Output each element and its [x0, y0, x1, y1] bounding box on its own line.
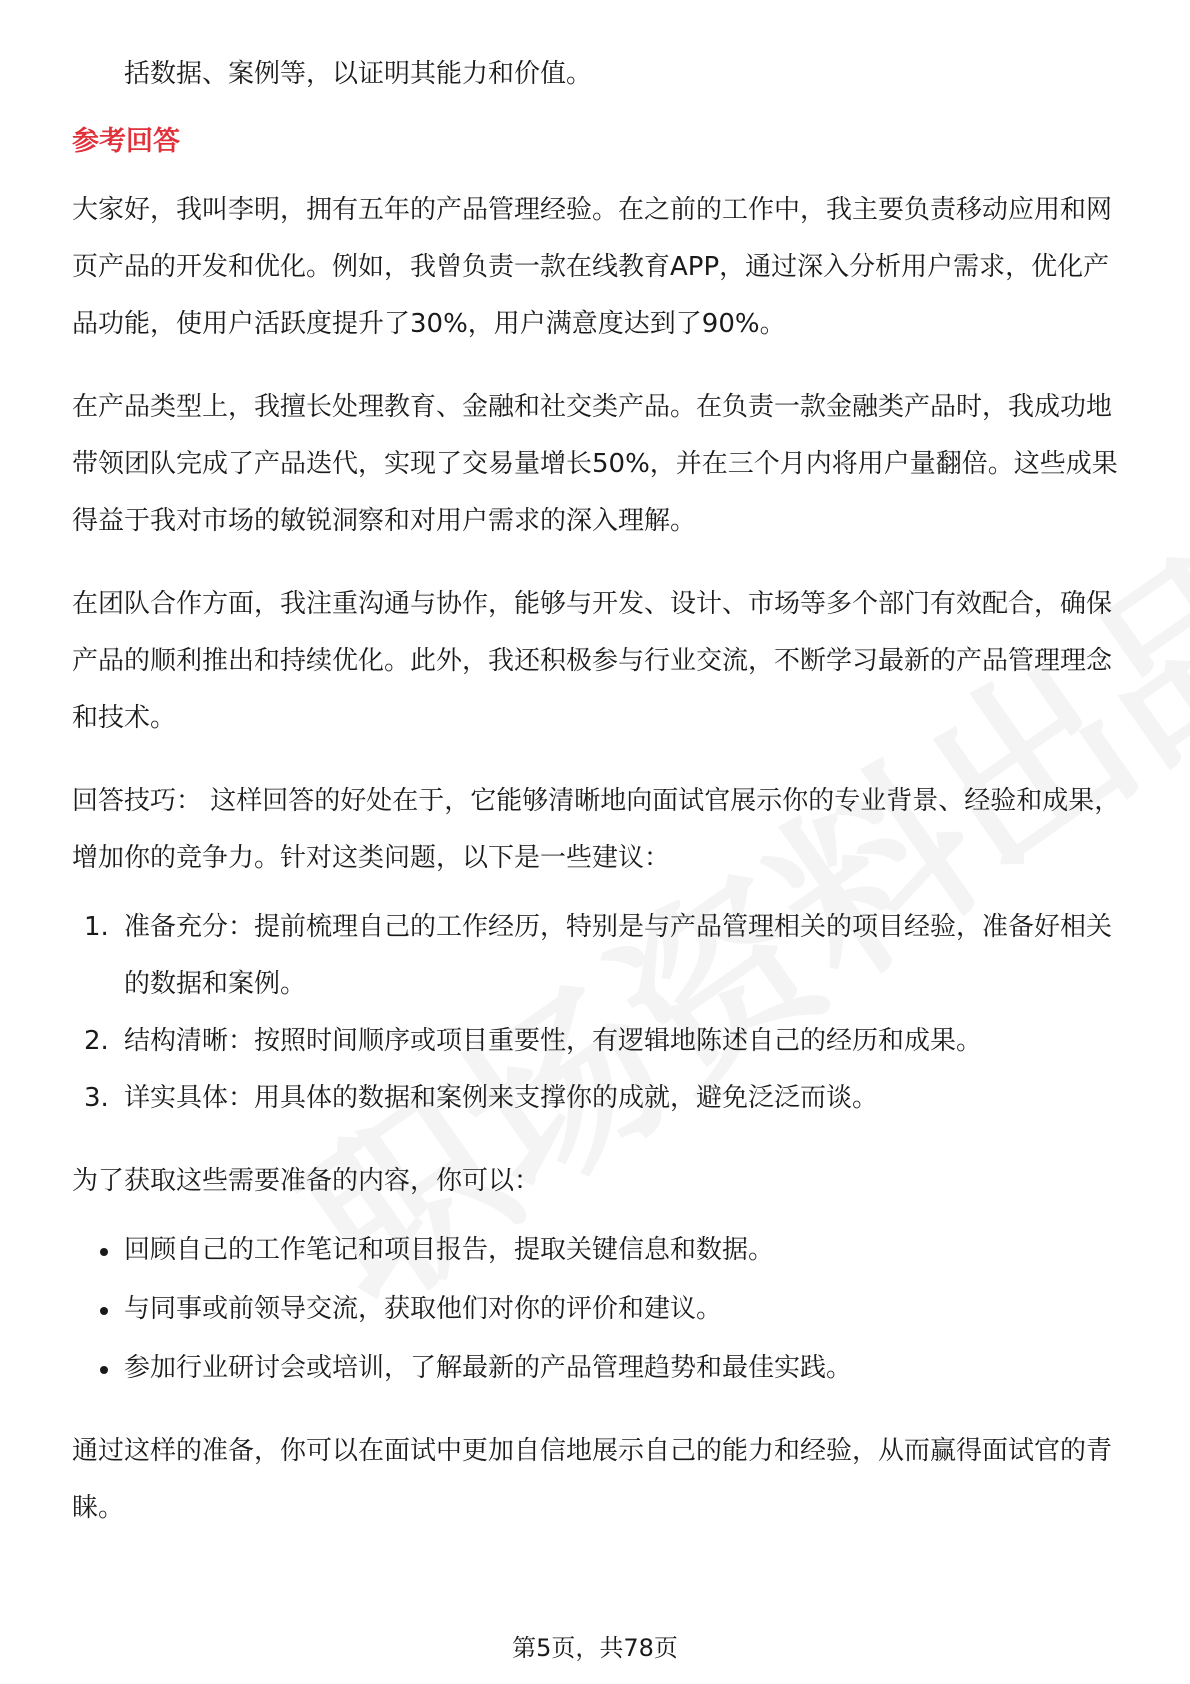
list-item [72, 1013, 1132, 1070]
list-number: 1. [84, 912, 109, 942]
list-text: 详实具体：用具体的数据和案例来支撑你的成就，避免泛泛而谈。 [124, 1083, 879, 1113]
closing-paragraph: 通过这样的准备，你可以在面试中更加自信地展示自己的能力和经验，从而赢得面试官的青睐。 [72, 1436, 1113, 1523]
list-text: 参加行业研讨会或培训，了解最新的产品管理趋势和最佳实践。 [124, 1353, 853, 1383]
list-number: 2. [84, 1026, 109, 1056]
list-text: 准备充分：提前梳理自己的工作经历，特别是与产品管理相关的项目经验，准备好相关的数据和案例。 [124, 912, 1113, 999]
prep-intro: 为了获取这些需要准备的内容，你可以： [72, 1166, 541, 1196]
list-text: 结构清晰：按照时间顺序或项目重要性，有逻辑地陈述自己的经历和成果。 [124, 1026, 983, 1056]
paragraph-1: 大家好，我叫李明，拥有五年的产品管理经验。在之前的工作中，我主要负责移动应用和网页产品的开发和优化。例如，我曾负责一款在线教育APP，通过深入分析用户需求，优化产品功能，使用户活跃度提升了30%，用户满意度达到了90%。 [72, 195, 1113, 339]
list-number: 3. [84, 1083, 109, 1113]
list-text: 与同事或前领导交流，获取他们对你的评价和建议。 [124, 1294, 723, 1324]
paragraph-3: 在团队合作方面，我注重沟通与协作，能够与开发、设计、市场等多个部门有效配合，确保产品的顺利推出和持续优化。此外，我还积极参与行业交流，不断学习最新的产品管理理念和技术。 [72, 589, 1113, 733]
page-footer: 第5页，共78页 [512, 1634, 678, 1662]
intro-continuation: 括数据、案例等，以证明其能力和价值。 [124, 59, 593, 89]
bullet-list [72, 1222, 1132, 1397]
list-text: 回顾自己的工作笔记和项目报告，提取关键信息和数据。 [124, 1235, 775, 1265]
numbered-list [72, 899, 1132, 1127]
list-item [72, 1070, 1132, 1127]
list-item [72, 1281, 1132, 1338]
document-page [72, 46, 1132, 1537]
list-item [72, 1340, 1132, 1397]
bullet-dot-icon [100, 1307, 108, 1315]
bullet-dot-icon [100, 1248, 108, 1256]
list-item [72, 1222, 1132, 1279]
paragraph-tips: 回答技巧： 这样回答的好处在于，它能够清晰地向面试官展示你的专业背景、经验和成果，增加你的竞争力。针对这类问题，以下是一些建议： [72, 786, 1121, 873]
paragraph-2: 在产品类型上，我擅长处理教育、金融和社交类产品。在负责一款金融类产品时，我成功地带领团队完成了产品迭代，实现了交易量增长50%，并在三个月内将用户量翻倍。这些成果得益于我对市场的敏锐洞察和对用户需求的深入理解。 [72, 392, 1118, 536]
bullet-dot-icon [100, 1366, 108, 1374]
list-item [72, 899, 1132, 1013]
section-heading: 参考回答 [72, 126, 180, 157]
